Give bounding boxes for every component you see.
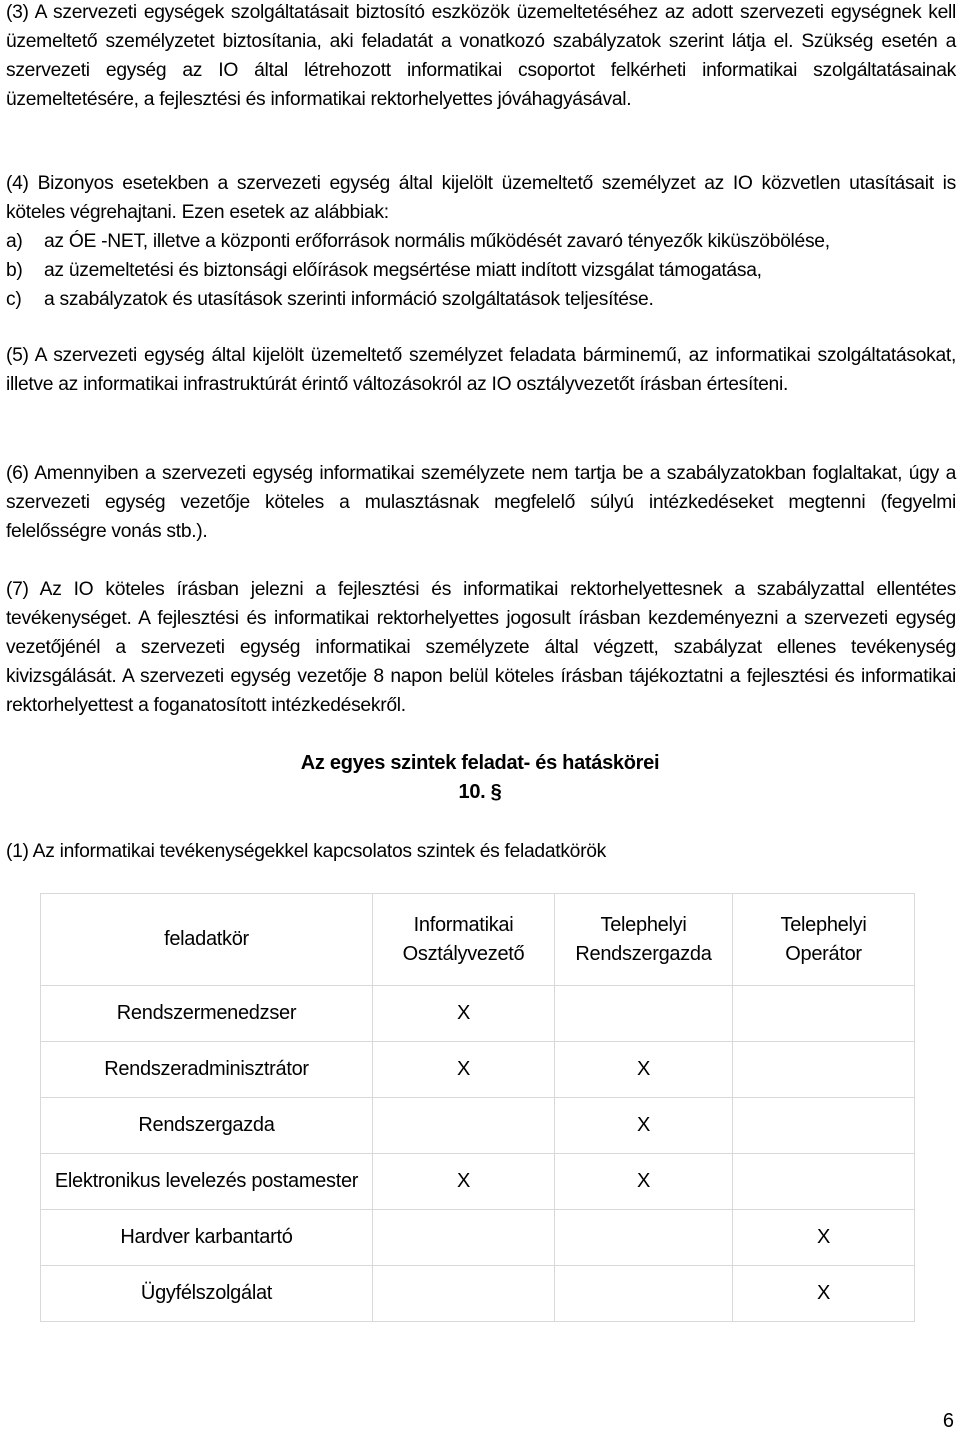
cell-op: X xyxy=(733,1210,915,1266)
cell-op xyxy=(733,1042,915,1098)
cell-task: Rendszeradminisztrátor xyxy=(41,1042,373,1098)
table-row xyxy=(41,986,915,1042)
paragraph-3 xyxy=(6,0,956,114)
header-rg xyxy=(555,894,733,986)
cell-rg xyxy=(555,1210,733,1266)
paragraph-6 xyxy=(6,459,956,546)
cell-io xyxy=(373,1266,555,1322)
header-op xyxy=(733,894,915,986)
table-header-row xyxy=(41,894,915,986)
table-row xyxy=(41,1266,915,1322)
cell-task: Hardver karbantartó xyxy=(41,1210,373,1266)
header-rg-line1: Telephelyi xyxy=(600,913,687,936)
cell-op xyxy=(733,1154,915,1210)
cell-io xyxy=(373,1210,555,1266)
paragraph-4 xyxy=(6,169,956,314)
page-number: 6 xyxy=(942,1410,954,1432)
header-io-line1: Informatikai xyxy=(413,913,514,936)
table-row xyxy=(41,1098,915,1154)
cell-op xyxy=(733,986,915,1042)
header-op-line2: Operátor xyxy=(785,942,862,965)
table-row xyxy=(41,1154,915,1210)
cell-op xyxy=(733,1098,915,1154)
cell-task: Elektronikus levelezés postamester xyxy=(41,1154,373,1210)
cell-task: Rendszermenedzser xyxy=(41,986,373,1042)
cell-rg: X xyxy=(555,1154,733,1210)
header-task xyxy=(41,894,373,986)
list-text: az üzemeltetési és biztonsági előírások megsértése miatt indított vizsgálat támogatása, xyxy=(44,260,762,281)
section-title: Az egyes szintek feladat- és hatáskörei xyxy=(300,752,660,774)
cell-rg xyxy=(555,986,733,1042)
list-item xyxy=(6,256,956,285)
paragraph-5-text: (5) A szervezeti egység által kijelölt üzemeltető személyzet feladata bárminemű, az informatikai szolgáltatásokat, illetve az informatikai infrastruktúrát érintő változásokról az IO osztályvezetőt írásban értesíteni. xyxy=(6,345,956,395)
paragraph-7 xyxy=(6,575,956,720)
list-text: az ÓE -NET, illetve a központi erőforrások normális működését zavaró tényezők kiküszöbölése, xyxy=(44,231,830,252)
list-letter: c) xyxy=(6,289,22,310)
header-task-label: feladatkör xyxy=(164,928,249,950)
paragraph-6-text: (6) Amennyiben a szervezeti egység informatikai személyzete nem tartja be a szabályzatokban foglaltakat, úgy a szervezeti egység vezetője köteles a mulasztásnak megfelelő súlyú intézkedéseket megtenni (fegyelmi felelősségre vonás stb.). xyxy=(6,463,956,542)
list-letter: a) xyxy=(6,231,23,252)
cell-io: X xyxy=(373,1154,555,1210)
list-letter: b) xyxy=(6,260,23,281)
paragraph-4-text: (4) Bizonyos esetekben a szervezeti egység által kijelölt üzemeltető személyzet az IO közvetlen utasításait is köteles végrehajtani. Ezen esetek az alábbiak: xyxy=(6,173,956,223)
list-item xyxy=(6,285,956,314)
cell-rg: X xyxy=(555,1042,733,1098)
list-item xyxy=(6,227,956,256)
cell-io: X xyxy=(373,1042,555,1098)
cell-task: Rendszergazda xyxy=(41,1098,373,1154)
header-op-line1: Telephelyi xyxy=(780,913,867,936)
table-caption: (1) Az informatikai tevékenységekkel kapcsolatos szintek és feladatkörök xyxy=(6,841,606,862)
cell-op: X xyxy=(733,1266,915,1322)
header-rg-line2: Rendszergazda xyxy=(575,942,712,965)
section-number: 10. § xyxy=(458,781,502,803)
list-text: a szabályzatok és utasítások szerinti információ szolgáltatások teljesítése. xyxy=(44,289,654,310)
cell-rg: X xyxy=(555,1098,733,1154)
paragraph-5 xyxy=(6,341,956,399)
cell-task: Ügyfélszolgálat xyxy=(41,1266,373,1322)
header-io xyxy=(373,894,555,986)
paragraph-3-text: (3) A szervezeti egységek szolgáltatásait biztosító eszközök üzemeltetéséhez az adott szervezeti egységnek kell üzemeltető személyzetet biztosítania, aki feladatát a vonatkozó szabályzatok szerint látja el. Szükség esetén a szervezeti egység az IO által létrehozott informatikai csoportot felkérheti informatikai szolgáltatásainak üzemeltetésére, a fejlesztési és informatikai rektorhelyettes jóváhagyásával. xyxy=(6,2,956,110)
cell-rg xyxy=(555,1266,733,1322)
table-row xyxy=(41,1210,915,1266)
table-row xyxy=(41,1042,915,1098)
paragraph-7-text: (7) Az IO köteles írásban jelezni a fejlesztési és informatikai rektorhelyettesnek a szabályzattal ellentétes tevékenységet. A fejlesztési és informatikai rektorhelyettes jogosult írásban kezdeményezni a szervezeti egység vezetőjénél a szervezeti egység informatikai személyzete által végzett, szabályzat ellenes tevékenység kivizsgálását. A szervezeti egység vezetője 8 napon belül köteles írásban tájékoztatni a fejlesztési és informatikai rektorhelyettest a foganatosított intézkedésekről. xyxy=(6,579,956,716)
header-io-line2: Osztályvezető xyxy=(402,942,525,965)
cell-io xyxy=(373,1098,555,1154)
cell-io: X xyxy=(373,986,555,1042)
roles-table xyxy=(40,893,915,1322)
